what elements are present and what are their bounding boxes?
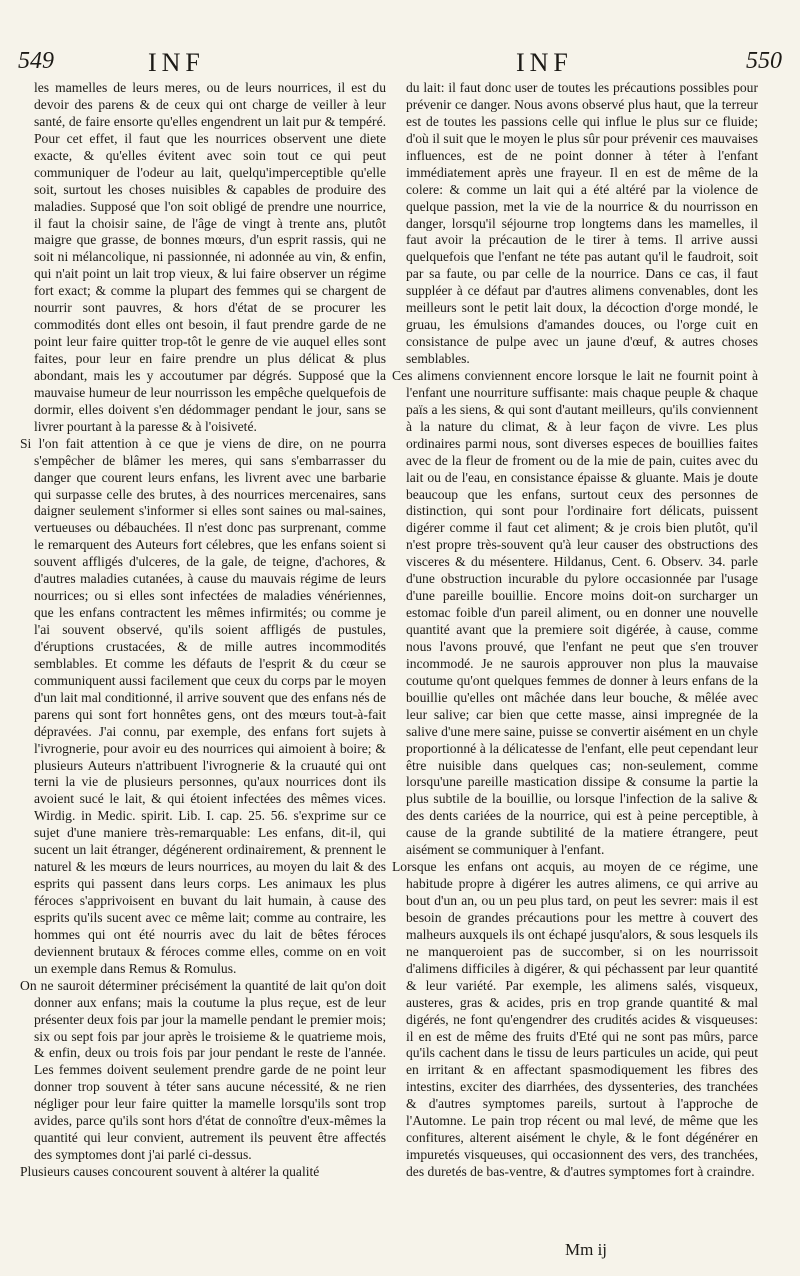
left-page-number: 549	[18, 48, 54, 74]
paragraph: Ces alimens conviennent encore lorsque le lait ne fournit point à l'enfant une nourriture suffisante: mais chaque peuple & chaque païs a les siens, & qui sont d'autant meilleurs, qu'ils conviennent à la nature du climat, & à leur façon de vivre. Les plus ordinaires parmi nous, sont diverses especes de bouillies faites avec de la fleur de froment ou de la mie de pain, cuites avec du lait ou de l'eau, en consistance épaisse & gluante. Mais je doute beaucoup que les enfans, surtout ceux des personnes de distinction, qui sont pour l'ordinaire fort délicats, puissent digérer comme il faut cet aliment; & je crois bien plutôt, qu'il n'est propre très-souvent qu'à leur causer des obstructions des visceres & du mésentere. Hildanus, Cent. 6. Observ. 34. parle d'une obstruction incurable du pylore occasionnée par l'usage d'une pareille bouillie. Encore moins doit-on surcharger un estomac foible d'un pareil aliment, ou en donner une nouvelle quantité avant que la premiere soit digérée, à cause, comme nous l'avons prouvé, que l'enfant ne peut que s'en trouver incommodé. Je ne saurois approuver non plus la mauvaise coutume qu'ont quelques femmes de donner à leurs enfans de la bouillie qu'elles ont mâchée dans leur bouche, & mêlée avec leur salive; car bien que cette masse, ainsi impregnée de la salive d'une mere saine, puisse se convertir aisément en un chyle proportionné à la délicatesse de l'enfant, elle peut cependant leur être nuisible dans quelques cas; non-seulement, comme lorsqu'une pareille mastication dissipe & consume la partie la plus subtile de la bouillie, ou lorsque l'infection de la salive & des dents cariées de la nourrice, qui est à peine perceptible, à cause de la grande subtilité de la matiere étrangere, peut aisément se communiquer à l'enfant.	[392, 367, 758, 858]
paragraph: On ne sauroit déterminer précisément la quantité de lait qu'on doit donner aux enfans; mais la coutume la plus reçue, est de leur présenter deux fois par jour la mamelle pendant le premier mois; six ou sept fois par jour après le troisieme & le quatrieme mois, & enfin, deux ou trois fois par jour pendant le reste de l'année. Les femmes doivent seulement prendre garde de ne point leur donner trop souvent à téter sans aucune nécessité, & ne rien négliger pour leur faire quitter la mamelle lorsqu'ils sont trop avides, parce qu'ils sont hors d'état de connoître d'eux-mêmes la quantité qui leur convient, autrement ils peuvent être affectés des symptomes dont j'ai parlé ci-dessus.	[20, 977, 386, 1163]
page-header	[0, 48, 800, 84]
paragraph: Plusieurs causes concourent souvent à altérer la qualité	[20, 1164, 320, 1179]
paragraph: du lait: il faut donc user de toutes les précautions possibles pour prévenir ce danger. Nous avons observé plus haut, que la terreur est de toutes les passions celle qui influe le plus sur ce fluide; d'où il suit que le moyen le plus sûr pour prévenir ces mauvaises influences, est de ne point donner à téter à l'enfant immédiatement après une frayeur. Il en est de même de la colere: & comme un lait qui a été altéré par la violence de quelque passion, met la vie de la nourrice & du nourrisson en danger, lorsqu'il séjourne trop longtems dans les mamelles, il faut avoir la précaution de le tirer à tems. Il arrive aussi quelquefois que l'enfant ne téte pas autant qu'il le faudroit, soit par sa faute, ou par celle de la nourrice. Dans ce cas, il faut suppléer à ce défaut par d'autres alimens convenables, dont les meilleurs sont le petit lait doux, la décoction d'orge mondé, le gruau, les émulsions d'amandes douces, ou l'orge cuit en consistance de pulpe avec un jaune d'œuf, & autres choses semblables.	[406, 80, 758, 366]
signature-mark: Mm ij	[565, 1240, 608, 1259]
left-running-head: INF	[148, 48, 205, 77]
right-page-number: 550	[746, 48, 782, 74]
paragraph: les mamelles de leurs meres, ou de leurs nourrices, il est du devoir des parens & de ceux qui ont charge de veiller à leur santé, de faire ensorte qu'elles engendrent un lait pur & tempéré. Pour cet effet, il faut que les nourrices observent une diete exacte, & qu'elles évitent avec soin tout ce qui peut communiquer de l'odeur au lait, quelqu'imperceptible qu'elle soit, surtout les choses nuisibles & capables de produire des maladies. Supposé que l'on soit obligé de prendre une nourrice, il faut la choisir saine, de l'âge de vingt à trente ans, plutôt maigre que grasse, de bonnes mœurs, d'un esprit rassis, qui ne soit ni mélancolique, ni passionnée, ni adonnée au vin, & enfin, qui n'ait point un lait trop vieux, & lui faire observer un régime fort exact; & comme la plupart des femmes qui se chargent de nourrir sont pauvres, & hors d'état de se procurer les commodités dont elles ont besoin, il faut prendre garde de ne point leur faire quitter trop-tôt le genre de vie auquel elles sont faites, pour leur en faire prendre un plus délicat & plus abondant, mais les y accoutumer par dégrés. Supposé que la mauvaise humeur de leur nourrisson les empêche quelquefois de dormir, elles doivent s'en dédommager pendant le jour, sans se livrer pourtant à la paresse & à l'oisiveté.	[34, 80, 386, 434]
paragraph: Lorsque les enfans ont acquis, au moyen de ce régime, une habitude propre à digérer les autres alimens, ce qui arrive au bout d'un an, ou un peu plus tard, on peut les sevrer: mais il est besoin de grandes précautions pour les mettre à couvert des malheurs auxquels ils ont échapé jusqu'alors, & sous lesquels ils ne manqueroient pas de succomber, si on les nourrissoit d'alimens difficiles à digérer, & qui péchassent par leur quantité & leur variété. Par exemple, les alimens salés, visqueux, austeres, gras & acides, pris en trop grande quantité & mal digérés, ne font qu'engendrer des crudités acides & visqueuses: il en est de même des fruits d'Eté qui ne sont pas mûrs, parce qu'ils cachent dans le tissu de leurs particules un acide, qui peut en irritant & en affectant spasmodiquement les fibres des intestins, exciter des diarrhées, des dyssenteries, des tranchées & d'autres symptomes pareils, surtout à l'approche de l'Automne. Le pain trop récent ou mal levé, de même que les confitures, alterent aisément le chyle, & le font dégénérer en impuretés visqueuses, qui occasionnent des vers, des tranchées, des duretés de bas-ventre, & d'autres symptomes fort à craindre.	[392, 859, 758, 1179]
paragraph: Si l'on fait attention à ce que je viens de dire, on ne pourra s'empêcher de blâmer les meres, qui sans s'embarrasser du danger que courent leurs enfans, les livrent avec une barbarie qui surpasse celle des brutes, à des nourrices mercenaires, sans daigner seulement s'informer si elles sont saines ou mal-saines, vertueuses ou débauchées. Il n'est donc pas surprenant, comme le remarquent des Auteurs fort célebres, que les enfans soient si souvent affligés d'ulceres, de la gale, de teigne, d'achores, & d'autres maladies cutanées, à cause du mauvais régime de leurs nourrices; ou si elles sont infectées de maladies vénériennes, que les enfans contractent les mêmes infirmités; ou comme je l'ai souvent observé, qu'ils soient affligés de pustules, d'éruptions crustacées, & de mille autres incommodités semblables. Et comme les défauts de l'esprit & du cœur se communiquent aussi facilement que ceux du corps par le moyen d'un lait mal conditionné, il arrive souvent que des enfans nés de parens qui sont fort honnêtes gens, ont des mœurs tout-à-fait dépravées. J'ai connu, par exemple, des enfans fort sujets à l'ivrognerie, pour avoir eu des nourrices qui aimoient à boire; & plusieurs Auteurs n'attribuent l'ivrognerie & la cruauté qui ont terni la vie de plusieurs personnes, qu'aux nourrices dont ils avoient sucé le lait, & qui étoient infectées des mêmes vices. Wirdig. in Medic. spirit. Lib. I. cap. 25. 56. s'exprime sur ce sujet d'une maniere très-remarquable: Les enfans, dit-il, qui sucent un lait étranger, dégénerent ordinairement, & prennent le naturel & les mœurs de leurs nourrices, au moyen du lait & des esprits qui passent dans leurs corps. Les animaux les plus féroces s'apprivoisent en buvant du lait humain, à cause des esprits qu'ils sucent avec ce même lait; comme au contraire, les hommes qui ont été nourris avec du lait de bêtes féroces deviennent brutaux & féroces comme elles, comme on en voit un exemple dans Remus & Romulus.	[20, 435, 386, 976]
right-running-head: INF	[516, 48, 573, 77]
left-column	[20, 80, 386, 1181]
right-column	[392, 80, 758, 1181]
